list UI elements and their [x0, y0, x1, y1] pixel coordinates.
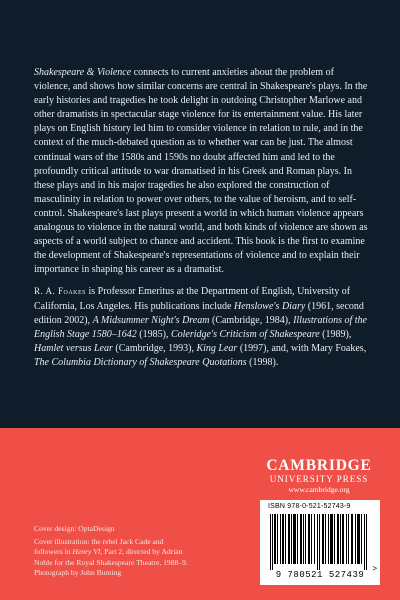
- isbn-text: ISBN 978-0-521-52743-9: [268, 503, 351, 510]
- credit-text: followers in: [34, 547, 73, 557]
- work-title: Illustrations of the English Stage 1580–1642: [34, 314, 367, 340]
- publisher-logo: [263, 458, 375, 495]
- bio-text: is Professor Emeritus at the Department of English, University of California, Los Angeles. His publications include: [34, 286, 351, 312]
- ean-number: 9 780521 527439: [275, 570, 365, 580]
- bio-text: (1985),: [136, 328, 171, 340]
- credit-text: , Part 2, directed by Adrian: [100, 547, 183, 557]
- work-title: Coleridge's Criticism of Shakespeare: [170, 328, 320, 340]
- bio-text: (1961, second edition 2002),: [34, 300, 364, 326]
- work-title: A Midsummer Night's Dream: [92, 314, 210, 326]
- barcode: [260, 500, 380, 585]
- blurb-text: connects to current anxieties about the problem of violence, and shows how similar concerns are central in Shakespeare's plays. In the early histories and tragedies he took delight in outdoing Christopher Marlowe and other dramatists in spectacular stage violence for its entertainment value. His later plays on English history led him to consider violence in relation to rule, and in the context of the much-debated question as to whether war can be just. The almost continual wars of the 1580s and 1590s no doubt affected him and led to the profoundly critical attitude to war dramatised in his Greek and Roman plays. In these plays and in his major tragedies he also explored the construction of masculinity in relation to power over others, to the value of heroism, and to self-control. Shakespeare's last plays present a world in which human violence appears analogous to violence in the natural world, and both kinds of violence are shown as aspects of a world subject to chance and accident. This book is the first to examine the development of Shakespeare's representations of violence and to explain their importance in shaping his career as a dramatist.: [34, 67, 368, 276]
- publisher-url: www.cambridge.org: [288, 485, 350, 494]
- work-title: King Lear: [196, 342, 238, 354]
- bio-text: (1989),: [319, 328, 352, 340]
- play-title: Henry VI: [72, 547, 101, 557]
- publisher-subtitle: UNIVERSITY PRESS: [269, 474, 369, 484]
- book-title: Shakespeare & Violence: [34, 67, 132, 78]
- bio-text: (Cambridge, 1993),: [112, 342, 197, 354]
- barcode-icon: [270, 514, 370, 570]
- design-credit: Cover design: OptaDesign: [34, 524, 115, 533]
- illustration-credit-line: [34, 547, 224, 558]
- blurb-paragraph: [34, 66, 372, 277]
- photo-credit: Photograph by John Bunting: [34, 568, 122, 578]
- author-name: R. A. Foakes: [34, 286, 87, 297]
- work-title: Henslowe's Diary: [233, 300, 306, 312]
- publisher-name: CAMBRIDGE: [266, 457, 372, 474]
- illustration-credit-line: Cover illustration: the rebel Jack Cade and: [34, 536, 164, 546]
- author-bio: [34, 284, 372, 370]
- work-title: Hamlet versus Lear: [34, 342, 113, 354]
- bio-text: (Cambridge, 1984),: [209, 314, 294, 326]
- book-description: [34, 66, 372, 370]
- quiet-zone-mark: >: [372, 564, 377, 573]
- illustration-credit-line: Noble for the Royal Shakespeare Theatre, 1988–9.: [34, 557, 188, 567]
- work-title: The Columbia Dictionary of Shakespeare Quotations: [34, 356, 247, 368]
- bio-text: (1997), and, with Mary Foakes,: [237, 342, 367, 354]
- cover-credits: [34, 524, 224, 579]
- bio-text: (1998).: [246, 356, 279, 368]
